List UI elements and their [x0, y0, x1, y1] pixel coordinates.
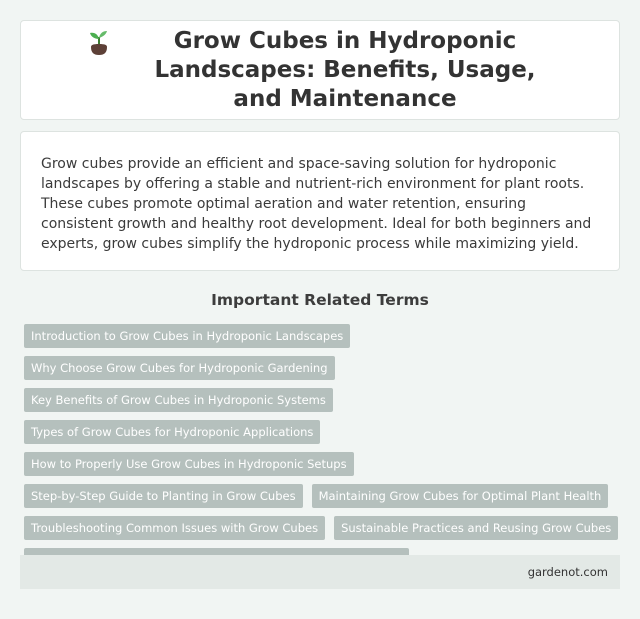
related-term-tag[interactable]: How to Properly Use Grow Cubes in Hydroponic Setups [24, 452, 354, 476]
intro-paragraph: Grow cubes provide an efficient and space-saving solution for hydroponic landscapes by offering a stable and nutrient-rich environment for plant roots. These cubes promote optimal aeration and water retention, ensuring consistent growth and healthy root development. Ideal for both beginners and experts, grow cubes simplify the hydroponic process while maximizing yield. [41, 156, 592, 252]
related-terms-list [24, 324, 620, 572]
title-row [85, 27, 555, 114]
related-term-tag[interactable]: Troubleshooting Common Issues with Grow Cubes [24, 516, 325, 540]
related-term-tag[interactable]: Sustainable Practices and Reusing Grow Cubes [334, 516, 618, 540]
intro-card [20, 131, 620, 271]
related-term-tag[interactable]: Step-by-Step Guide to Planting in Grow Cubes [24, 484, 303, 508]
related-term-tag[interactable]: Key Benefits of Grow Cubes in Hydroponic Systems [24, 388, 333, 412]
related-term-tag[interactable]: Introduction to Grow Cubes in Hydroponic Landscapes [24, 324, 350, 348]
related-term-tag[interactable]: Types of Grow Cubes for Hydroponic Applications [24, 420, 320, 444]
page-title: Grow Cubes in Hydroponic Landscapes: Benefits, Usage, and Maintenance [154, 27, 536, 112]
related-term-tag[interactable]: Maintaining Grow Cubes for Optimal Plant Health [312, 484, 609, 508]
title-card [20, 20, 620, 120]
footer [20, 555, 620, 589]
related-term-tag[interactable]: Why Choose Grow Cubes for Hydroponic Gardening [24, 356, 335, 380]
related-terms-heading: Important Related Terms [211, 291, 429, 309]
sprout-icon [85, 29, 113, 57]
footer-site-link[interactable]: gardenot.com [527, 565, 608, 579]
